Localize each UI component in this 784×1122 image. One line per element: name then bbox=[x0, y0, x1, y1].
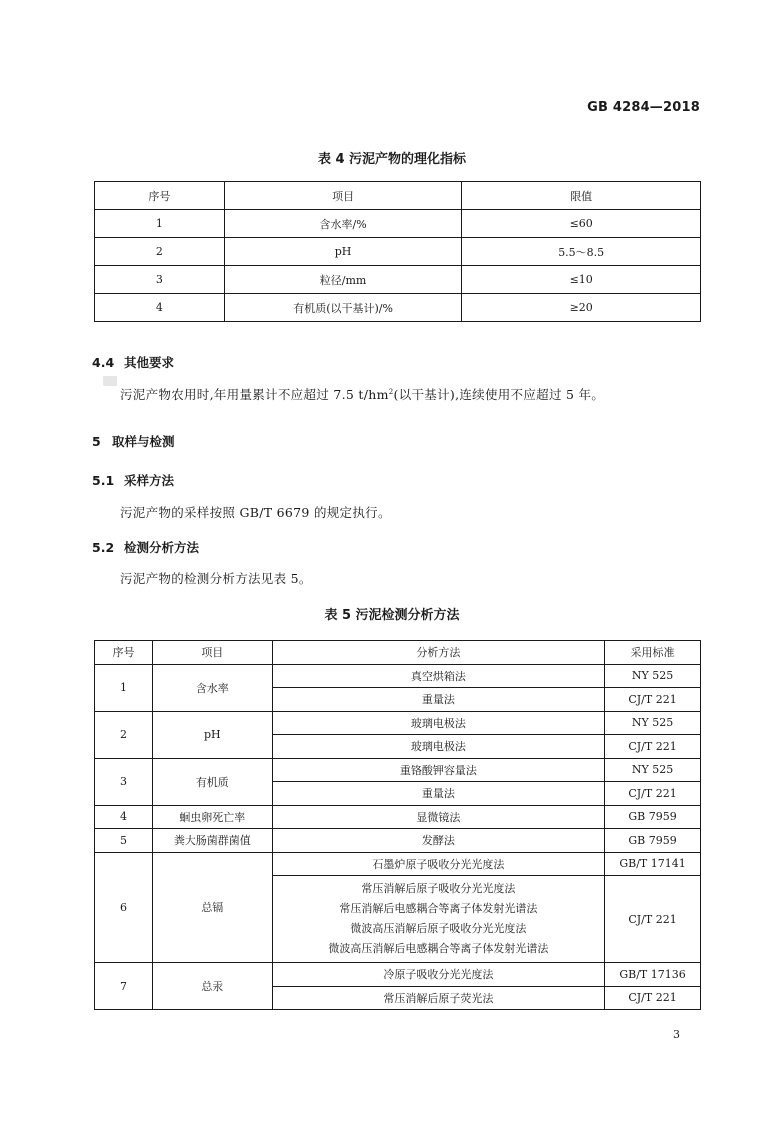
table-row bbox=[95, 758, 701, 782]
section-5-1-heading bbox=[92, 471, 174, 489]
table4-cell: 粒径/mm bbox=[224, 266, 462, 294]
table4-cell: 4 bbox=[95, 294, 225, 322]
table-row bbox=[95, 829, 701, 853]
table5-method: 冷原子吸收分光光度法 bbox=[272, 963, 604, 987]
table-row bbox=[95, 664, 701, 688]
table5-method: 常压消解后原子吸收分光光度法 bbox=[361, 882, 516, 895]
table5-method: 重量法 bbox=[272, 688, 604, 712]
section-title: 采样方法 bbox=[124, 473, 175, 488]
table5-standard: CJ/T 221 bbox=[605, 986, 701, 1010]
table4-cell: 1 bbox=[95, 210, 225, 238]
table5-standard: CJ/T 221 bbox=[605, 735, 701, 759]
text-segment: (以干基计),连续使用不应超过 5 年。 bbox=[393, 387, 605, 402]
table-row bbox=[95, 852, 701, 876]
table5-method: 微波高压消解后电感耦合等离子体发射光谱法 bbox=[328, 942, 549, 955]
table5-no: 6 bbox=[95, 852, 153, 963]
table5-standard: GB 7959 bbox=[605, 829, 701, 853]
table4-cell: 含水率/% bbox=[224, 210, 462, 238]
table-row bbox=[95, 266, 701, 294]
table-row bbox=[95, 805, 701, 829]
table5-header-no: 序号 bbox=[95, 641, 153, 665]
table5-no: 7 bbox=[95, 963, 153, 1010]
table5-item: 粪大肠菌群菌值 bbox=[152, 829, 272, 853]
table5-method: 玻璃电极法 bbox=[272, 735, 604, 759]
table4-cell: 3 bbox=[95, 266, 225, 294]
table5-standard: CJ/T 221 bbox=[605, 688, 701, 712]
page-number: 3 bbox=[673, 1028, 680, 1041]
superscript: 2 bbox=[388, 387, 394, 396]
table5-no: 4 bbox=[95, 805, 153, 829]
table5-method: 显微镜法 bbox=[272, 805, 604, 829]
standard-number: GB 4284—2018 bbox=[587, 100, 700, 115]
table4-header-limit: 限值 bbox=[462, 182, 701, 210]
table5-method: 重铬酸钾容量法 bbox=[272, 758, 604, 782]
table5-item: 总汞 bbox=[152, 963, 272, 1010]
table5-header-item: 项目 bbox=[152, 641, 272, 665]
section-title: 取样与检测 bbox=[112, 434, 175, 449]
text-segment: 污泥产物农用时,年用量累计不应超过 7.5 t/hm bbox=[120, 387, 389, 402]
table5-method: 常压消解后原子荧光法 bbox=[272, 986, 604, 1010]
table5-header-row bbox=[95, 641, 701, 665]
table5-header-standard: 采用标准 bbox=[605, 641, 701, 665]
table4 bbox=[94, 181, 701, 322]
table5-standard: NY 525 bbox=[605, 711, 701, 735]
table4-cell: ≤10 bbox=[462, 266, 701, 294]
section-number: 4.4 bbox=[92, 355, 115, 370]
table5-method: 发酵法 bbox=[272, 829, 604, 853]
table5-standard: GB/T 17136 bbox=[605, 963, 701, 987]
table4-cell: 5.5～8.5 bbox=[462, 238, 701, 266]
table5-no: 3 bbox=[95, 758, 153, 805]
section-5-1-text: 污泥产物的采样按照 GB/T 6679 的规定执行。 bbox=[120, 505, 391, 520]
table5-item: pH bbox=[152, 711, 272, 758]
table-row bbox=[95, 294, 701, 322]
table4-header-row bbox=[95, 182, 701, 210]
watermark-stamp-icon bbox=[103, 376, 117, 386]
section-5-2-text: 污泥产物的检测分析方法见表 5。 bbox=[120, 571, 312, 586]
table5-standard: GB/T 17141 bbox=[605, 852, 701, 876]
table5-no: 2 bbox=[95, 711, 153, 758]
table-row bbox=[95, 238, 701, 266]
table4-cell: 有机质(以干基计)/% bbox=[224, 294, 462, 322]
section-number: 5.1 bbox=[92, 473, 115, 488]
section-number: 5 bbox=[92, 434, 101, 449]
section-title: 其他要求 bbox=[124, 355, 175, 370]
table5-standard: CJ/T 221 bbox=[605, 782, 701, 806]
table5-item: 有机质 bbox=[152, 758, 272, 805]
table4-cell: 2 bbox=[95, 238, 225, 266]
table-row bbox=[95, 963, 701, 987]
table-row bbox=[95, 711, 701, 735]
table5-no: 1 bbox=[95, 664, 153, 711]
table5-method: 真空烘箱法 bbox=[272, 664, 604, 688]
section-4-4-heading bbox=[92, 353, 174, 371]
table5-method: 重量法 bbox=[272, 782, 604, 806]
section-number: 5.2 bbox=[92, 540, 115, 555]
table5-header-method: 分析方法 bbox=[272, 641, 604, 665]
table5-method-list bbox=[272, 876, 604, 963]
table5-item: 含水率 bbox=[152, 664, 272, 711]
section-4-4-text bbox=[120, 385, 604, 403]
table4-cell: ≤60 bbox=[462, 210, 701, 238]
table5-standard: GB 7959 bbox=[605, 805, 701, 829]
table5-method: 玻璃电极法 bbox=[272, 711, 604, 735]
table4-header-no: 序号 bbox=[95, 182, 225, 210]
section-5-heading bbox=[92, 432, 175, 450]
table5-no: 5 bbox=[95, 829, 153, 853]
table4-caption: 表 4 污泥产物的理化指标 bbox=[317, 152, 467, 167]
table5-item: 总镉 bbox=[152, 852, 272, 963]
table5-caption: 表 5 污泥检测分析方法 bbox=[324, 608, 460, 623]
table5-method: 石墨炉原子吸收分光光度法 bbox=[272, 852, 604, 876]
table5-standard: CJ/T 221 bbox=[605, 876, 701, 963]
table-row bbox=[95, 210, 701, 238]
table5-standard: NY 525 bbox=[605, 758, 701, 782]
table4-cell: pH bbox=[224, 238, 462, 266]
table5-standard: NY 525 bbox=[605, 664, 701, 688]
table5-method: 微波高压消解后原子吸收分光光度法 bbox=[350, 922, 527, 935]
table5 bbox=[94, 640, 701, 1010]
section-5-2-heading bbox=[92, 538, 199, 556]
table5-method: 常压消解后电感耦合等离子体发射光谱法 bbox=[339, 902, 538, 915]
table5-item: 蛔虫卵死亡率 bbox=[152, 805, 272, 829]
table4-header-item: 项目 bbox=[224, 182, 462, 210]
table4-cell: ≥20 bbox=[462, 294, 701, 322]
section-title: 检测分析方法 bbox=[124, 540, 200, 555]
